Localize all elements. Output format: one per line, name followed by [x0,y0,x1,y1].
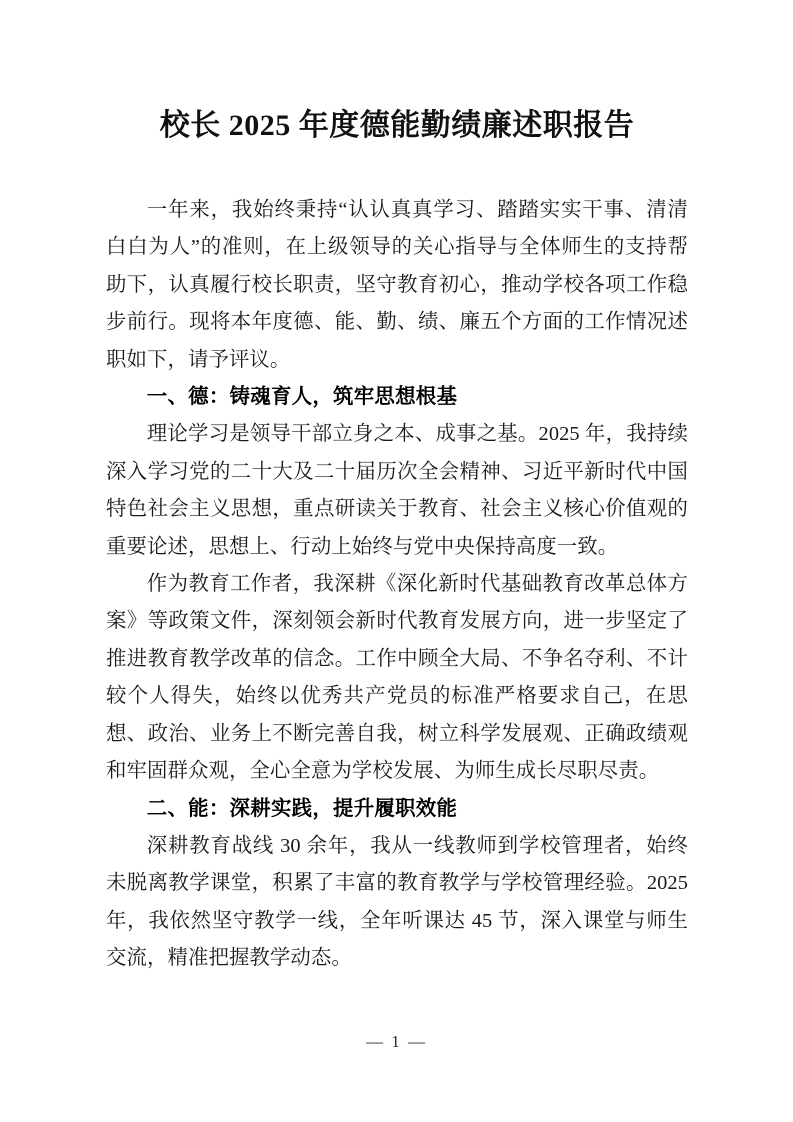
paragraph-de-1: 理论学习是领导干部立身之本、成事之基。2025 年，我持续深入学习党的二十大及二十届历次全会精神、习近平新时代中国特色社会主义思想，重点研读关于教育、社会主义核心价值观的重要论述，思想上、行动上始终与党中央保持高度一致。 [106,423,688,558]
section-heading-de: 一、德：铸魂育人，筑牢思想根基 [146,386,458,409]
paragraph-intro: 一年来，我始终秉持“认认真真学习、踏踏实实干事、清清白白为人”的准则，在上级领导的关心指导与全体师生的支持帮助下，认真履行校长职责，坚守教育初心，推动学校各项工作稳步前行。现将本年度德、能、勤、绩、廉五个方面的工作情况述职如下，请予评议。 [106,199,688,371]
paragraph-de-2: 作为教育工作者，我深耕《深化新时代基础教育改革总体方案》等政策文件，深刻领会新时代教育发展方向，进一步坚定了推进教育教学改革的信念。工作中顾全大局、不争名夺利、不计较个人得失，始终以优秀共产党员的标准严格要求自己，在思想、政治、业务上不断完善自我，树立科学发展观、正确政绩观和牢固群众观，全心全意为学校发展、为师生成长尽职尽责。 [106,573,688,783]
page-title: 校长 2025 年度德能勤绩廉述职报告 [159,109,635,142]
title-spacer [106,148,688,192]
paragraph-neng-1: 深耕教育战线 30 余年，我从一线教师到学校管理者，始终未脱离教学课堂，积累了丰富的教育教学与学校管理经验。2025 年，我依然坚守教学一线，全年听课达 45 节，深入课堂与师生交流，精准把握教学动态。 [106,834,688,970]
page-number-footer: — 1 — [366,1032,427,1051]
section-heading-neng: 二、能：深耕实践，提升履职效能 [146,797,458,820]
document-content [106,96,688,978]
